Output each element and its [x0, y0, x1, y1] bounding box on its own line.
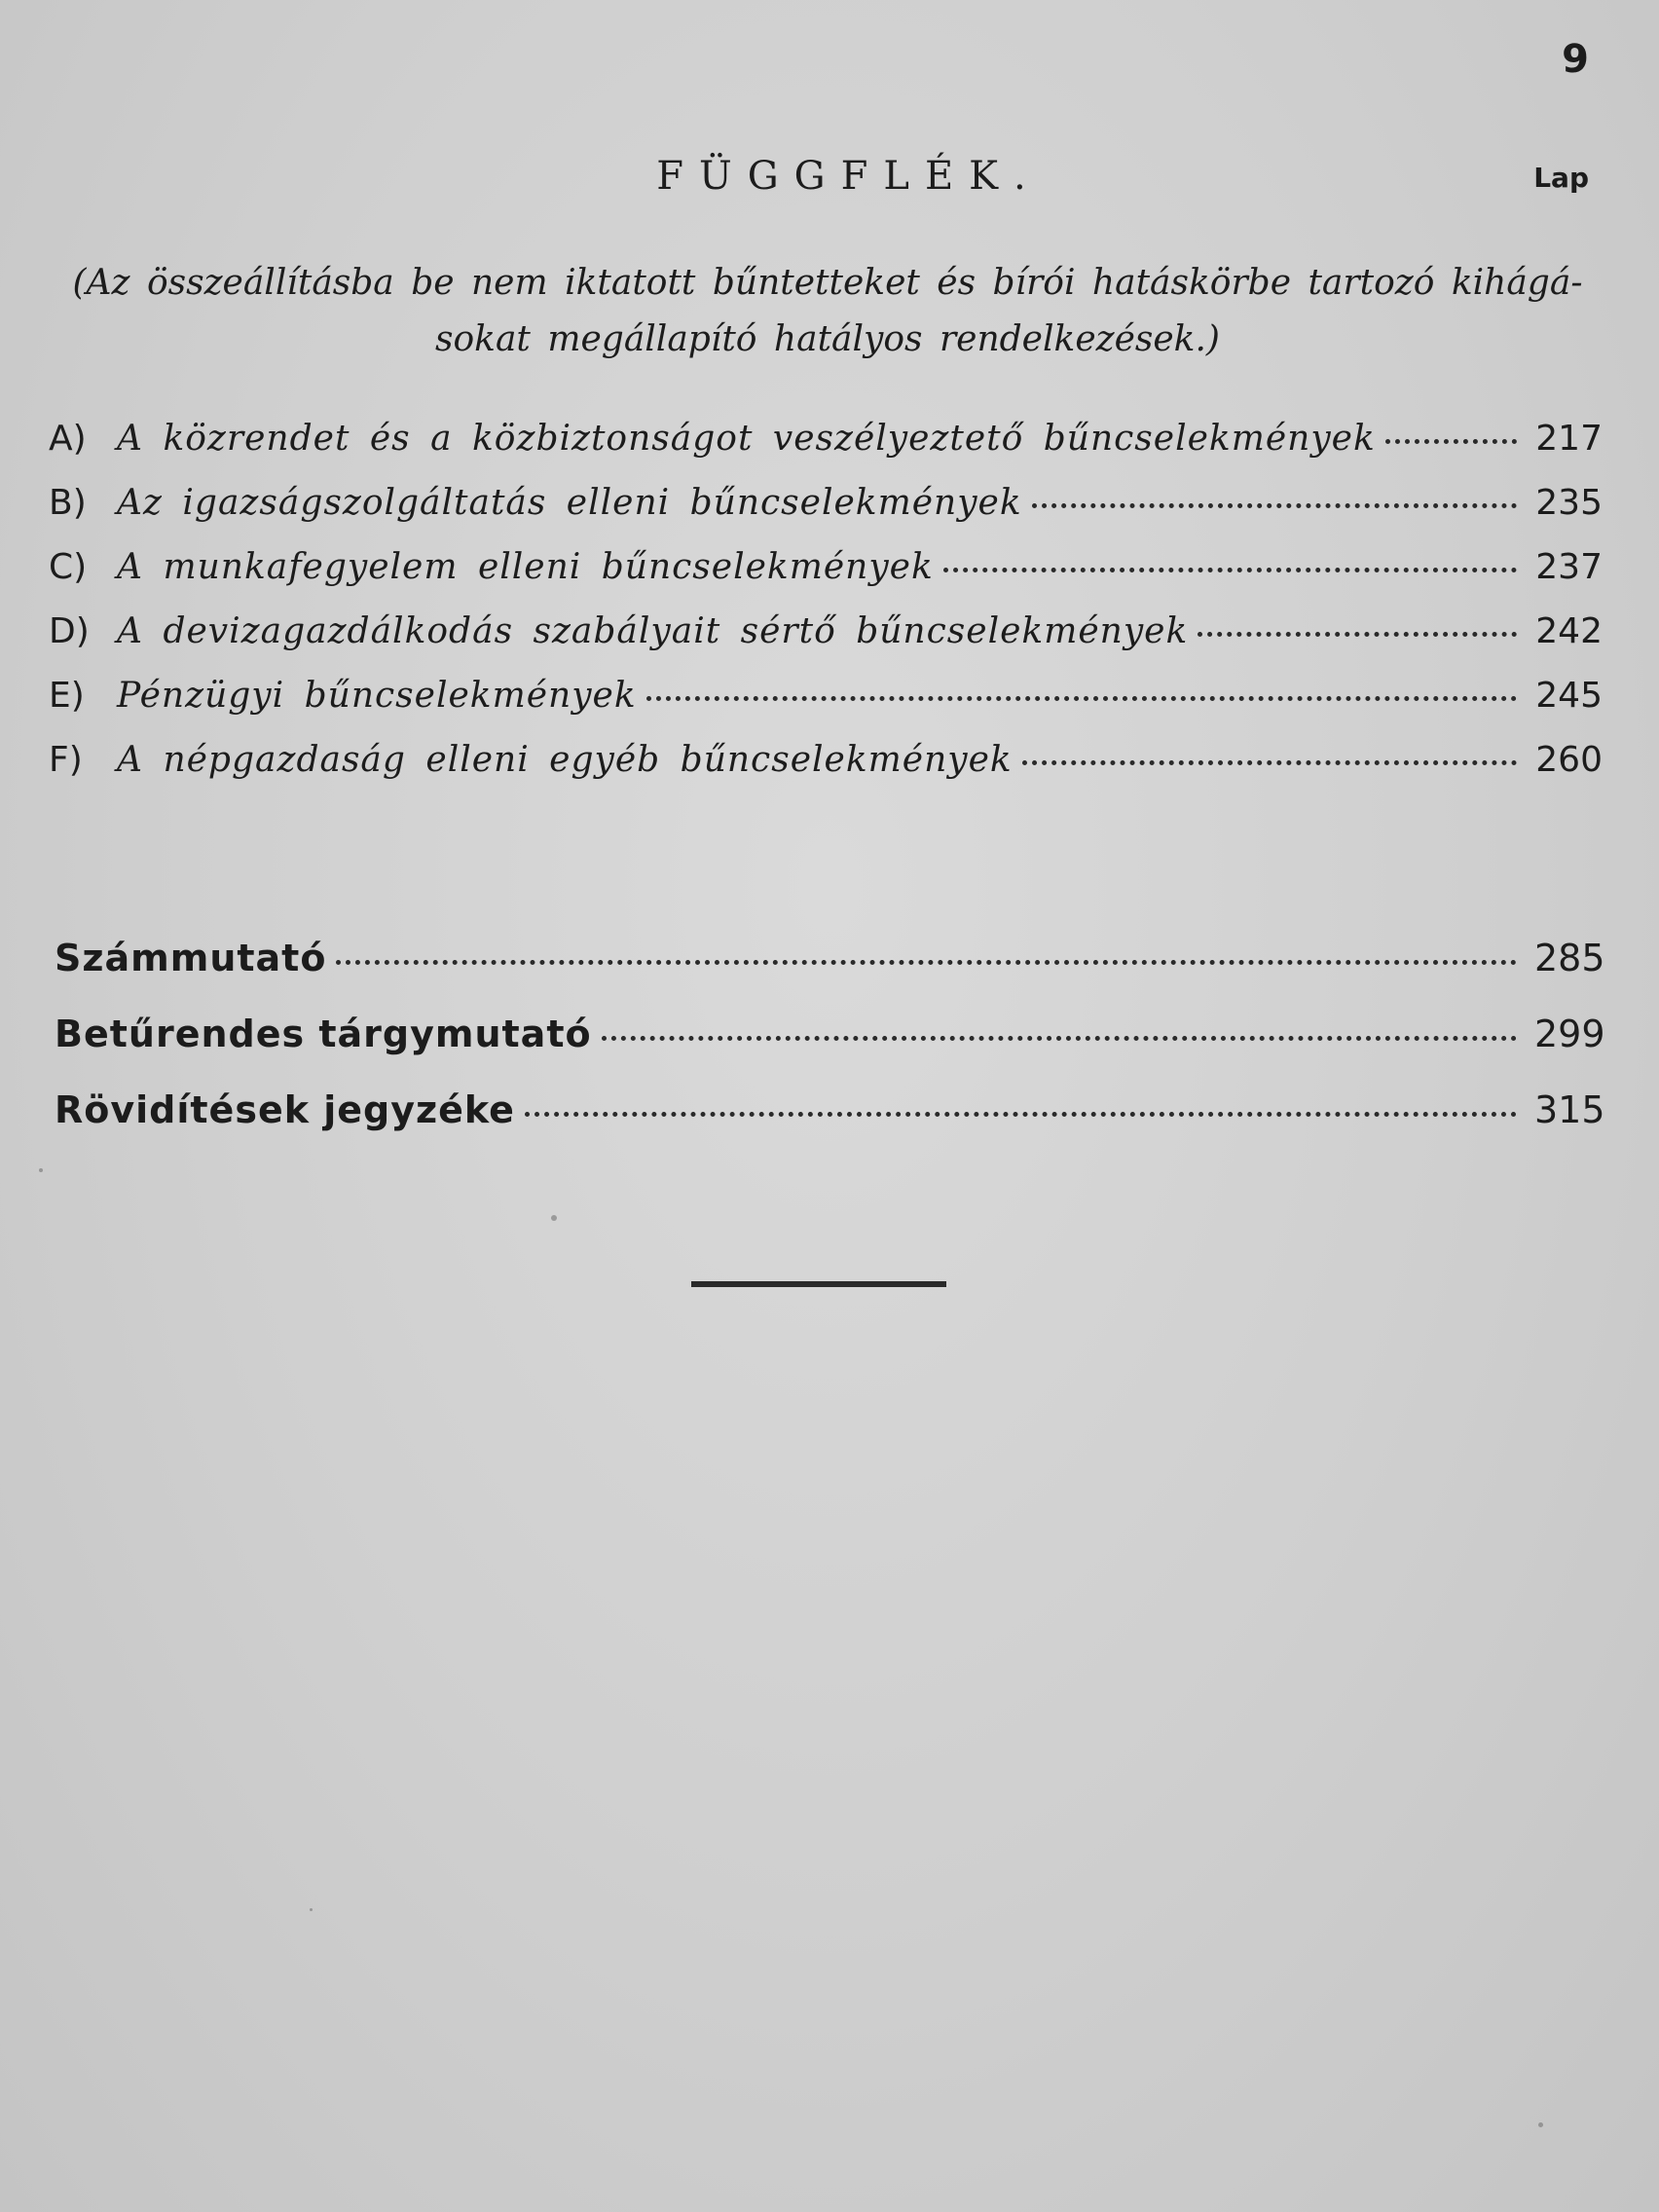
- toc-entry: [49, 611, 1603, 676]
- toc-entry-letter: A): [49, 419, 87, 459]
- dot-leader: [602, 1036, 1517, 1041]
- dot-leader: [1032, 503, 1517, 508]
- toc-entry: [49, 740, 1603, 804]
- index-entry-title: Rövidítések jegyzéke: [55, 1088, 515, 1131]
- toc-entry-title: A munkafegyelem elleni bűncselekmények: [117, 547, 934, 587]
- dot-leader: [1198, 632, 1517, 637]
- toc-entry-title: Pénzügyi bűncselekmények: [117, 676, 637, 716]
- toc-entry-page: 237: [1535, 547, 1603, 587]
- toc-entry-title: A népgazdaság elleni egyéb bűncselekmények: [117, 740, 1013, 780]
- toc-entry-letter: E): [49, 676, 85, 716]
- dot-leader: [1022, 760, 1517, 765]
- toc-entry: [49, 483, 1603, 547]
- toc-entry-title: A devizagazdálkodás szabályait sértő bűncselekmények: [117, 611, 1189, 651]
- index-entry: [55, 937, 1603, 1013]
- toc-entry-page: 242: [1535, 611, 1603, 651]
- toc-entry-page: 260: [1535, 740, 1603, 780]
- index-entry: [55, 1013, 1603, 1088]
- appendix-subtitle: [49, 255, 1606, 368]
- closing-rule: [691, 1281, 946, 1287]
- paper-speck: [551, 1215, 557, 1221]
- index-entry-page: 299: [1534, 1013, 1605, 1055]
- toc-entry: [49, 419, 1603, 483]
- toc-entry: [49, 676, 1603, 740]
- index-list: [55, 937, 1603, 1164]
- toc-entry: [49, 547, 1603, 611]
- toc-entry-letter: C): [49, 547, 88, 587]
- toc-entry-title: Az igazságszolgáltatás elleni bűncselekmények: [117, 483, 1022, 523]
- index-entry: [55, 1088, 1603, 1164]
- subtitle-line: sokat megállapító hatályos rendelkezések.): [435, 319, 1220, 359]
- page-number: 9: [1562, 37, 1589, 82]
- dot-leader: [525, 1112, 1517, 1117]
- paper-speck: [1538, 2122, 1543, 2127]
- dot-leader: [336, 960, 1517, 965]
- index-entry-title: Betűrendes tárgymutató: [55, 1013, 592, 1055]
- toc-entry-letter: F): [49, 740, 83, 780]
- paper-speck: [39, 1168, 43, 1172]
- toc-entry-page: 235: [1535, 483, 1603, 523]
- toc-entry-page: 217: [1535, 419, 1603, 459]
- appendix-title: FÜGGFLÉK.: [656, 154, 1042, 199]
- appendix-contents-list: [49, 419, 1603, 804]
- index-entry-page: 285: [1534, 937, 1605, 979]
- subtitle-line: (Az összeállításba be nem iktatott bűntetteket és bírói hatáskörbe tartozó kihágá-: [72, 263, 1583, 303]
- dot-leader: [1385, 439, 1517, 444]
- toc-entry-letter: B): [49, 483, 87, 523]
- page-column-label: Lap: [1533, 162, 1589, 194]
- index-entry-title: Számmutató: [55, 937, 327, 979]
- index-entry-page: 315: [1534, 1088, 1605, 1131]
- paper-speck: [310, 1908, 313, 1911]
- toc-entry-title: A közrendet és a közbiztonságot veszélyeztető bűncselekmények: [117, 419, 1376, 459]
- dot-leader: [943, 568, 1517, 572]
- dot-leader: [646, 696, 1517, 701]
- toc-entry-letter: D): [49, 611, 90, 651]
- toc-entry-page: 245: [1535, 676, 1603, 716]
